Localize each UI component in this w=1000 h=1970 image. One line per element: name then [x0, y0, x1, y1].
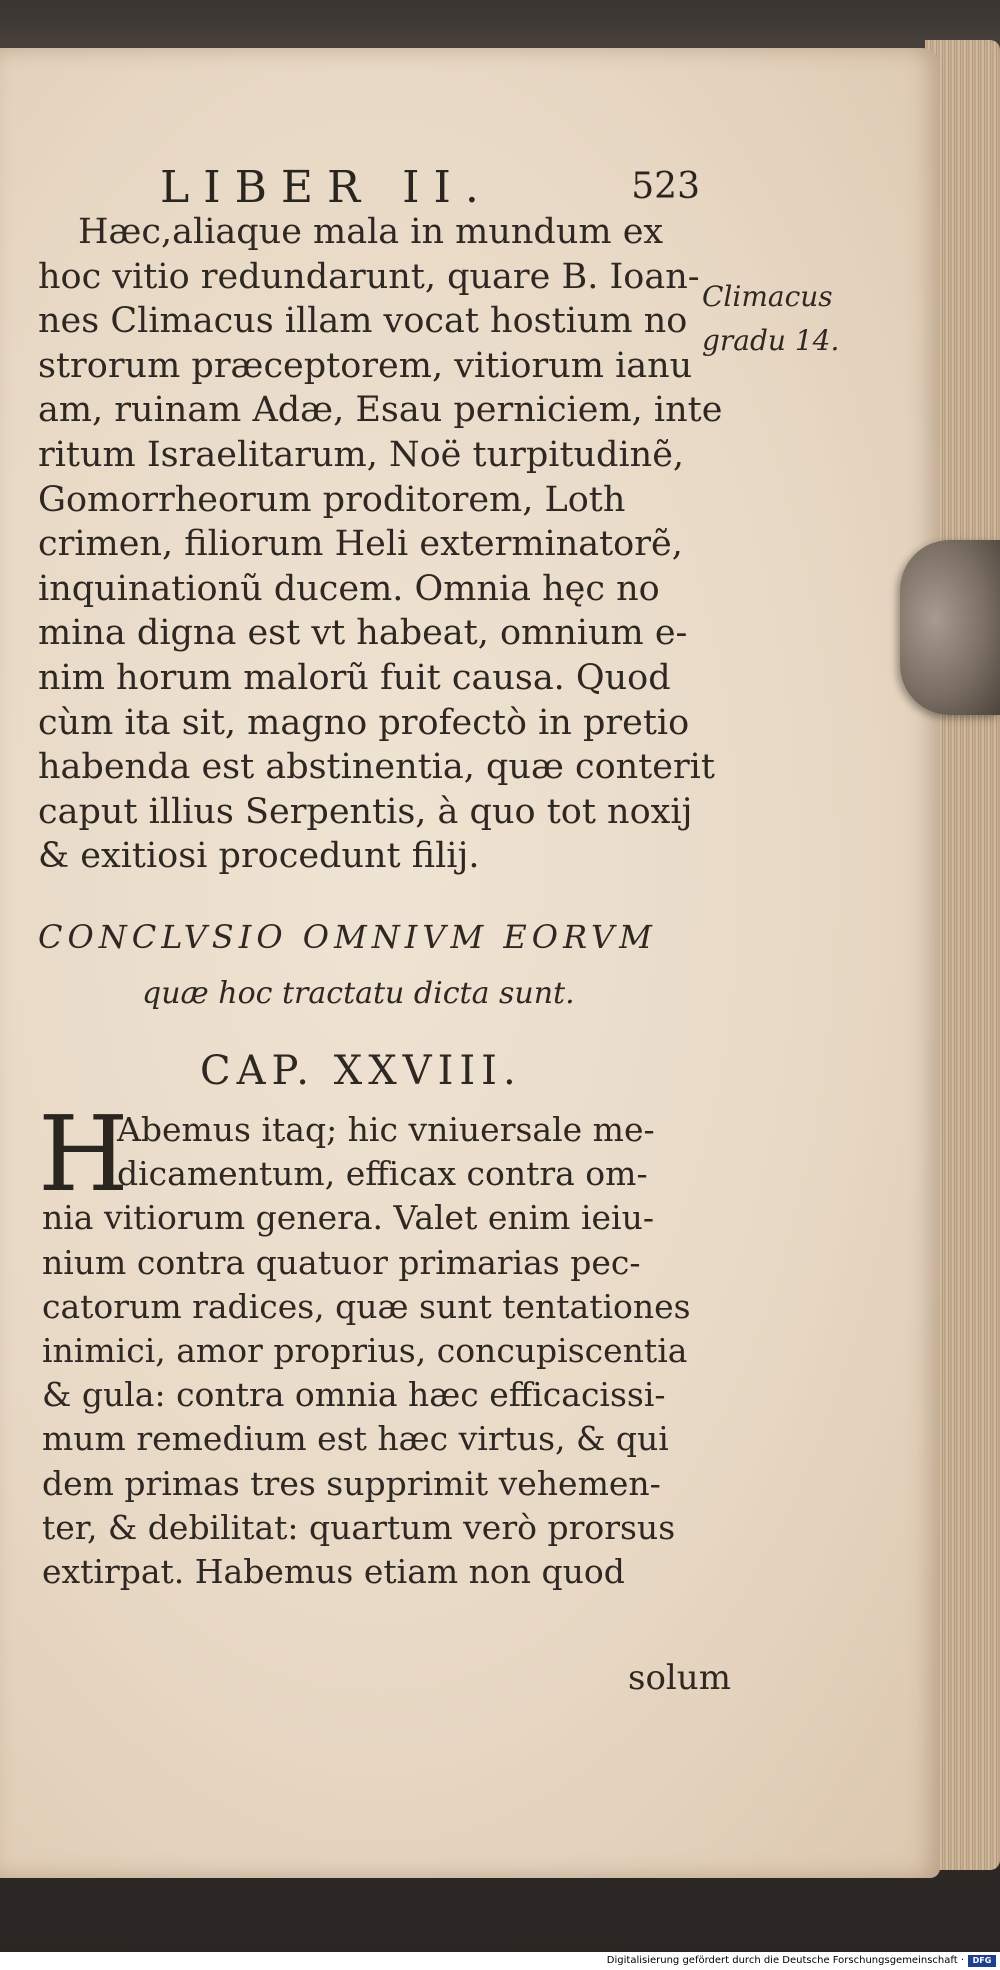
body-line: & exitiosi procedunt filij.	[38, 836, 480, 877]
running-head: LIBER II.	[160, 162, 493, 213]
body-line: habenda est abstinentia, quæ conterit	[38, 747, 715, 788]
chapter-line: mum remedium est hæc virtus, & qui	[42, 1419, 669, 1459]
drop-cap: H	[38, 1093, 129, 1215]
dfg-logo-icon: DFG	[968, 1955, 996, 1967]
margin-note-line: gradu 14.	[702, 324, 840, 357]
chapter-line: nium contra quatuor primarias pec-	[42, 1242, 641, 1282]
body-line: mina digna est vt habeat, omnium e-	[38, 613, 688, 654]
margin-note-line: Climacus	[702, 280, 833, 313]
body-line: Hæc,aliaque mala in mundum ex	[78, 212, 664, 252]
chapter-line: ter, & debilitat: quartum verò prorsus	[42, 1507, 676, 1547]
chapter-line: inimici, amor proprius, concupiscentia	[42, 1331, 688, 1371]
chapter-line: & gula: contra omnia hæc efficacissi-	[42, 1375, 666, 1415]
body-line: am, ruinam Adæ, Esau perniciem, inte	[38, 390, 723, 431]
body-line: strorum præceptorem, vitiorum ianu	[38, 345, 693, 386]
margin-note	[702, 275, 839, 363]
conclusion-subtitle: quæ hoc tractatu dicta sunt.	[142, 976, 575, 1011]
page-number: 523	[631, 166, 700, 207]
body-line: cùm ita sit, magno profectò in pretio	[38, 702, 690, 743]
chapter-line: Abemus itaq; hic vniuersale me-	[117, 1110, 655, 1149]
body-line: crimen, filiorum Heli exterminatorẽ,	[38, 524, 683, 565]
catchword: solum	[628, 1658, 731, 1698]
body-line: nes Climacus illam vocat hostium no	[38, 301, 688, 342]
body-line: ritum Israelitarum, Noë turpitudinẽ,	[38, 434, 685, 475]
body-text	[38, 210, 738, 879]
body-line: hoc vitio redundarunt, quare B. Ioan-	[38, 256, 700, 297]
body-line: Gomorrheorum proditorem, Loth	[38, 479, 626, 520]
body-line: inquinationũ ducem. Omnia hęc no	[38, 568, 660, 609]
chapter-text	[42, 1108, 762, 1594]
chapter-heading: CAP. XXVIII.	[200, 1048, 522, 1094]
funding-credit: Digitalisierung gefördert durch die Deutsche Forschungsgemeinschaft ·	[606, 1955, 964, 1966]
footer-bar	[0, 1952, 1000, 1970]
body-line: nim horum malorũ fuit causa. Quod	[38, 657, 671, 698]
chapter-line: extirpat. Habemus etiam non quod	[42, 1552, 625, 1592]
chapter-line: nia vitiorum genera. Valet enim ieiu-	[42, 1198, 654, 1238]
chapter-line: dem primas tres supprimit vehemen-	[42, 1463, 661, 1503]
conclusion-title: CONCLVSIO OMNIVM EORVM	[38, 918, 657, 956]
book-clip	[900, 540, 1000, 715]
chapter-line: catorum radices, quæ sunt tentationes	[42, 1286, 691, 1326]
body-line: caput illius Serpentis, à quo tot noxij	[38, 791, 693, 832]
chapter-line: dicamentum, efficax contra om-	[117, 1154, 648, 1194]
